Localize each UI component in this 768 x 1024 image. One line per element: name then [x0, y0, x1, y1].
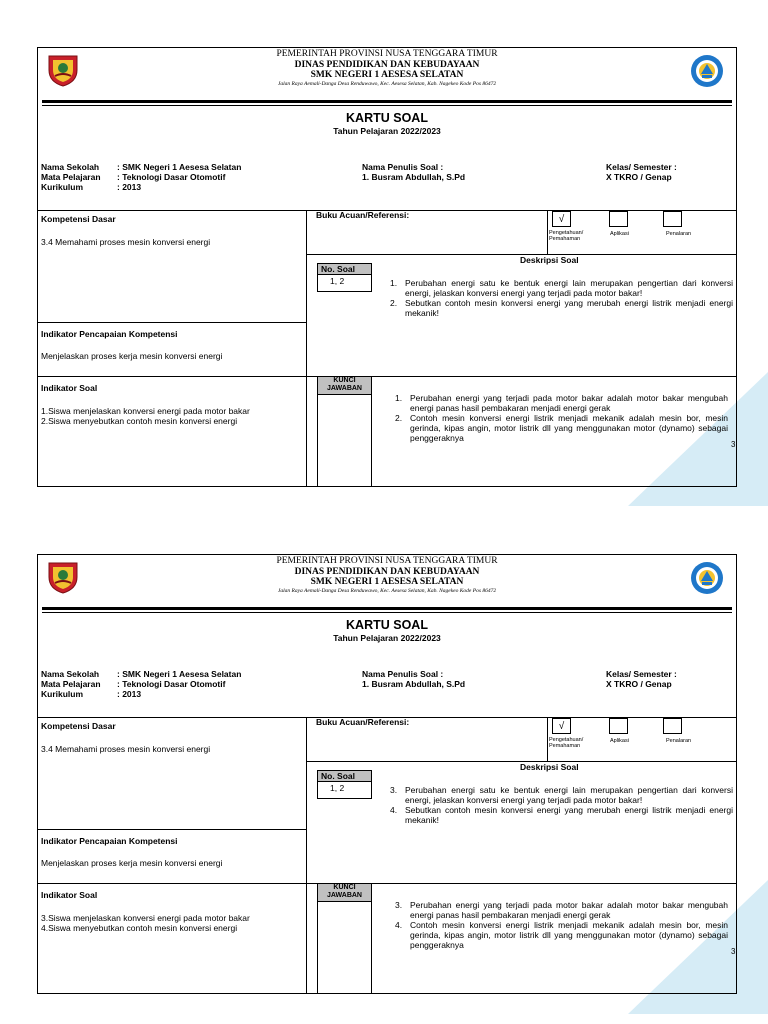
ipk-text: Menjelaskan proses kerja mesin konversi energi	[41, 858, 223, 868]
question-item	[390, 805, 733, 825]
indikator-number: 4.	[41, 923, 49, 933]
indikator-text: Siswa menyebutkan contoh mesin konversi energi	[48, 923, 238, 933]
letterhead-rule-thick	[42, 607, 732, 610]
kelas-label: Kelas/ Semester :	[606, 162, 677, 172]
answer-number: 2.	[395, 413, 403, 423]
deskripsi-soal-label: Deskripsi Soal	[520, 762, 579, 772]
grid-divider-level	[547, 210, 548, 254]
grid-line-indikator	[37, 883, 737, 884]
question-item	[390, 785, 733, 805]
mapel-value: : Teknologi Dasar Otomotif	[117, 172, 226, 182]
question-number: 3.	[390, 785, 398, 795]
ipk-label: Indikator Pencapaian Kompetensi	[41, 329, 178, 339]
letterhead-rule-thin	[42, 612, 732, 613]
nama-sekolah-value: : SMK Negeri 1 Aesesa Selatan	[117, 669, 242, 679]
grid-divider-level	[547, 717, 548, 761]
mapel-label: Mata Pelajaran	[41, 172, 101, 182]
grid-line-indikator	[37, 376, 737, 377]
kompetensi-dasar-text: 3.4 Memahami proses mesin konversi energi	[41, 237, 211, 247]
answer-number: 1.	[395, 393, 403, 403]
question-number: 4.	[390, 805, 398, 815]
no-soal-header: No. Soal	[317, 770, 372, 782]
indikator-item	[41, 406, 303, 416]
kompetensi-dasar-label: Kompetensi Dasar	[41, 721, 116, 731]
class-info	[606, 669, 677, 689]
no-soal-value: 1, 2	[317, 275, 372, 292]
answer-text: Contoh mesin konversi energi listrik menjadi mekanik adalah mesin bor, mesin gerinda, kipas angin, motor listrik dll yang menggunakan motor (dynamo) sebagai penggeraknya	[410, 413, 728, 443]
question-number: 1.	[390, 278, 398, 288]
indikator-text: Siswa menjelaskan konversi energi pada motor bakar	[48, 406, 250, 416]
level-pengetahuan-checkbox[interactable]: √	[552, 718, 571, 734]
answer-list	[395, 900, 728, 950]
card-title: KARTU SOAL	[346, 618, 428, 632]
indikator-list	[41, 913, 303, 933]
kartu-soal-card-2	[37, 554, 737, 994]
kartu-soal-card-1	[37, 47, 737, 487]
nama-sekolah-label: Nama Sekolah	[41, 669, 100, 679]
deskripsi-soal-label: Deskripsi Soal	[520, 255, 579, 265]
letterhead-government: PEMERINTAH PROVINSI NUSA TENGGARA TIMUR	[276, 49, 498, 59]
school-info	[41, 669, 241, 699]
no-soal-value: 1, 2	[317, 782, 372, 799]
answer-list	[395, 393, 728, 443]
indikator-soal-label: Indikator Soal	[41, 890, 98, 900]
level-penalaran-checkbox[interactable]	[663, 718, 682, 734]
letterhead-department: DINAS PENDIDIKAN DAN KEBUDAYAAN	[294, 567, 480, 577]
question-list	[390, 785, 733, 825]
buku-acuan-label: Buku Acuan/Referensi:	[316, 717, 410, 727]
level-penalaran-label: Penalaran	[666, 231, 692, 237]
indikator-soal-label: Indikator Soal	[41, 383, 98, 393]
answer-item	[395, 900, 728, 920]
question-item	[390, 278, 733, 298]
indikator-item	[41, 416, 303, 426]
letterhead-government: PEMERINTAH PROVINSI NUSA TENGGARA TIMUR	[276, 556, 498, 566]
question-text: Sebutkan contoh mesin konversi energi yang merubah energi listrik menjadi energi mekanik!	[405, 805, 733, 825]
letterhead-rule-thin	[42, 105, 732, 106]
indikator-text: Siswa menyebutkan contoh mesin konversi energi	[48, 416, 238, 426]
card-title: KARTU SOAL	[346, 111, 428, 125]
letterhead-department: DINAS PENDIDIKAN DAN KEBUDAYAAN	[294, 60, 480, 70]
penulis-value: 1. Busram Abdullah, S.Pd	[362, 172, 466, 182]
level-pengetahuan-label: Pengetahuan/ Pemahaman	[549, 230, 584, 242]
answer-item	[395, 920, 728, 950]
answer-item	[395, 393, 728, 413]
indikator-number: 2.	[41, 416, 49, 426]
kompetensi-dasar-label: Kompetensi Dasar	[41, 214, 116, 224]
question-text: Perubahan energi satu ke bentuk energi lain merupakan pengertian dari konversi energi, jelaskan konversi energi yang terjadi pada motor bakar!	[405, 785, 733, 805]
answer-text: Perubahan energi yang terjadi pada motor bakar adalah motor bakar mengubah energi panas hasil pembakaran menjadi energi gerak	[410, 900, 728, 920]
mapel-value: : Teknologi Dasar Otomotif	[117, 679, 226, 689]
indikator-list	[41, 406, 303, 426]
grid-line-ipk	[37, 829, 306, 830]
letterhead-rule-thick	[42, 100, 732, 103]
kunci-jawaban-header: KUNCI JAWABAN	[317, 883, 372, 902]
level-pengetahuan-label: Pengetahuan/ Pemahaman	[549, 737, 584, 749]
kurikulum-label: Kurikulum	[41, 689, 84, 699]
level-aplikasi-checkbox[interactable]	[609, 211, 628, 227]
question-list	[390, 278, 733, 318]
nama-sekolah-label: Nama Sekolah	[41, 162, 100, 172]
kurikulum-value: : 2013	[117, 689, 142, 699]
level-penalaran-label: Penalaran	[666, 738, 692, 744]
class-info	[606, 162, 677, 182]
answer-text: Perubahan energi yang terjadi pada motor bakar adalah motor bakar mengubah energi panas hasil pembakaran menjadi energi gerak	[410, 393, 728, 413]
answer-number: 3.	[395, 900, 403, 910]
indikator-number: 3.	[41, 913, 49, 923]
kompetensi-dasar-text: 3.4 Memahami proses mesin konversi energi	[41, 744, 211, 754]
letterhead-school: SMK NEGERI 1 AESESA SELATAN	[310, 577, 464, 587]
ipk-text: Menjelaskan proses kerja mesin konversi energi	[41, 351, 223, 361]
letterhead-address: Jalan Raya Aemali-Danga Desa Renduwawo, Kec. Aesesa Selatan, Kab. Nagekeo Kode Pos 86472	[277, 588, 497, 594]
no-soal-header: No. Soal	[317, 263, 372, 275]
kelas-value: X TKRO / Genap	[606, 679, 672, 689]
kelas-value: X TKRO / Genap	[606, 172, 672, 182]
letterhead	[38, 48, 736, 98]
indikator-item	[41, 913, 303, 923]
answer-text: Contoh mesin konversi energi listrik menjadi mekanik adalah mesin bor, mesin gerinda, kipas angin, motor listrik dll yang menggunakan motor (dynamo) sebagai penggeraknya	[410, 920, 728, 950]
indikator-number: 1.	[41, 406, 49, 416]
level-aplikasi-label: Aplikasi	[610, 231, 629, 237]
school-info	[41, 162, 241, 192]
grid-divider-main	[306, 210, 307, 487]
letterhead-address: Jalan Raya Aemali-Danga Desa Renduwawo, Kec. Aesesa Selatan, Kab. Nagekeo Kode Pos 86472	[277, 81, 497, 87]
penulis-label: Nama Penulis Soal :	[362, 669, 444, 679]
penulis-value: 1. Busram Abdullah, S.Pd	[362, 679, 466, 689]
letterhead-school: SMK NEGERI 1 AESESA SELATAN	[310, 70, 464, 80]
kelas-label: Kelas/ Semester :	[606, 669, 677, 679]
level-pengetahuan-checkbox[interactable]: √	[552, 211, 571, 227]
answer-number: 4.	[395, 920, 403, 930]
page-number: 3	[731, 947, 736, 956]
question-text: Sebutkan contoh mesin konversi energi yang merubah energi listrik menjadi energi mekanik!	[405, 298, 733, 318]
grid-line-ipk	[37, 322, 306, 323]
mapel-label: Mata Pelajaran	[41, 679, 101, 689]
indikator-item	[41, 923, 303, 933]
school-year: Tahun Pelajaran 2022/2023	[333, 126, 441, 136]
level-penalaran-checkbox[interactable]	[663, 211, 682, 227]
kurikulum-label: Kurikulum	[41, 182, 84, 192]
level-aplikasi-checkbox[interactable]	[609, 718, 628, 734]
author-info	[362, 669, 465, 689]
page-number: 3	[731, 440, 736, 449]
question-item	[390, 298, 733, 318]
grid-divider-main	[306, 717, 307, 994]
question-text: Perubahan energi satu ke bentuk energi lain merupakan pengertian dari konversi energi, jelaskan konversi energi yang terjadi pada motor bakar!	[405, 278, 733, 298]
kurikulum-value: : 2013	[117, 182, 142, 192]
buku-acuan-label: Buku Acuan/Referensi:	[316, 210, 410, 220]
penulis-label: Nama Penulis Soal :	[362, 162, 444, 172]
ipk-label: Indikator Pencapaian Kompetensi	[41, 836, 178, 846]
letterhead	[38, 555, 736, 605]
nama-sekolah-value: : SMK Negeri 1 Aesesa Selatan	[117, 162, 242, 172]
kunci-jawaban-header: KUNCI JAWABAN	[317, 376, 372, 395]
indikator-text: Siswa menjelaskan konversi energi pada motor bakar	[48, 913, 250, 923]
question-number: 2.	[390, 298, 398, 308]
school-year: Tahun Pelajaran 2022/2023	[333, 633, 441, 643]
level-aplikasi-label: Aplikasi	[610, 738, 629, 744]
answer-item	[395, 413, 728, 443]
author-info	[362, 162, 465, 182]
